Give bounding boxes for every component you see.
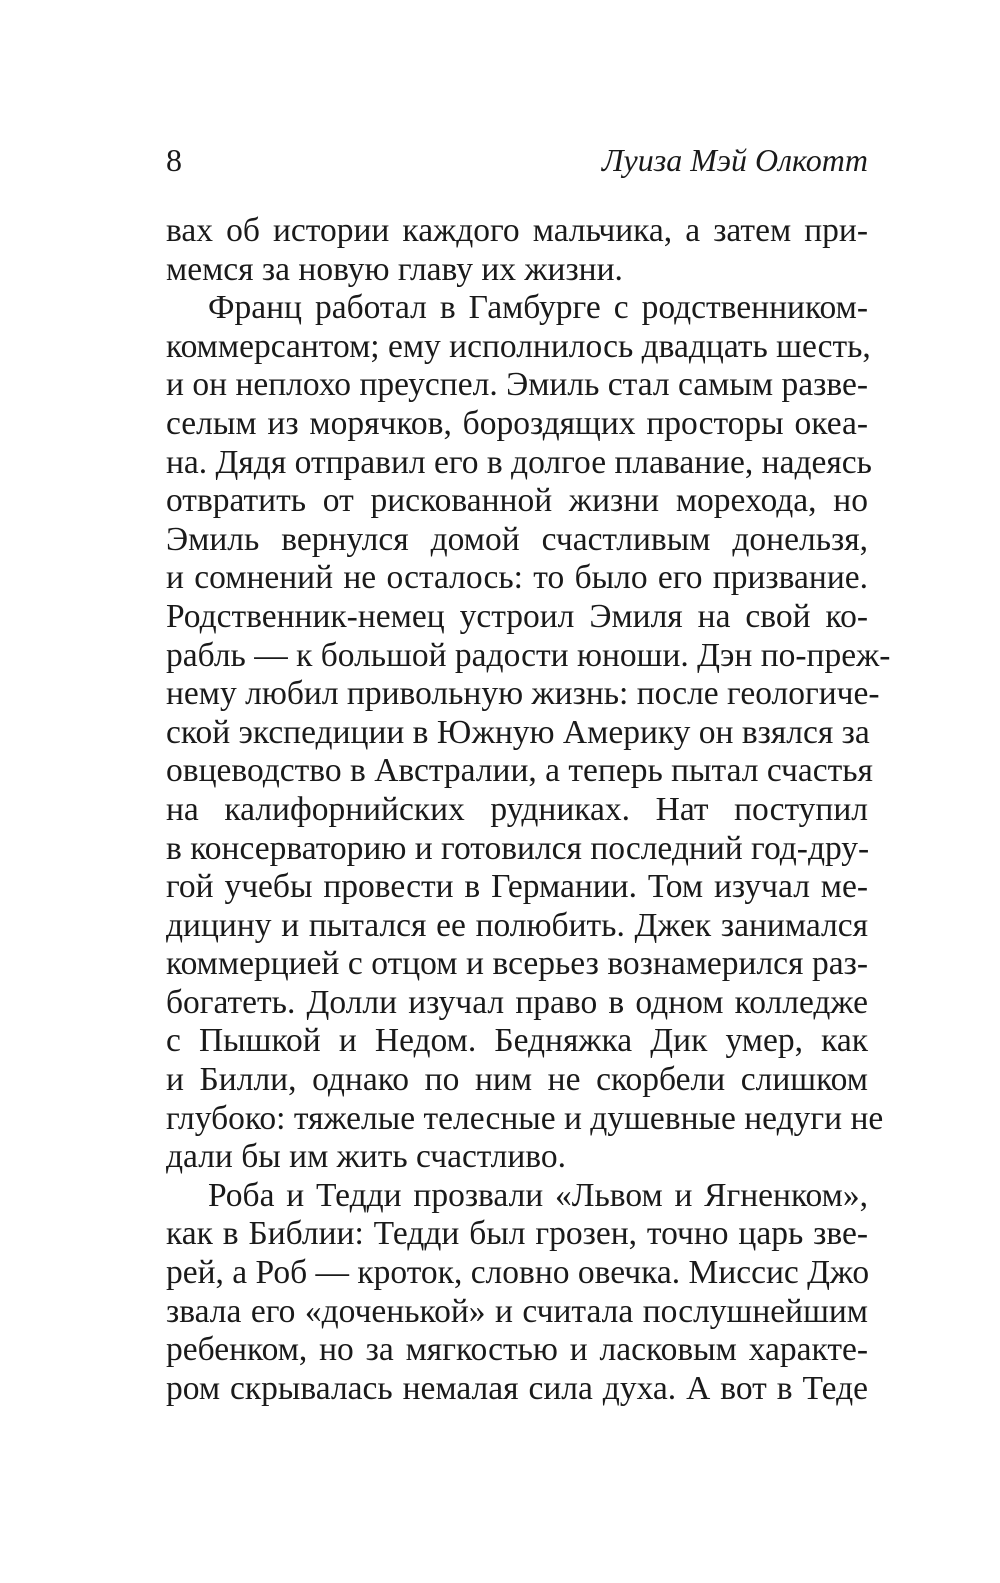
text-line: на. Дядя отправил его в долгое плавание, надеясь — [166, 443, 872, 481]
paragraph — [166, 212, 868, 289]
text-line: как в Библии: Тедди был грозен, точно царь зве- — [166, 1215, 868, 1253]
text-line: рей, а Роб — кроток, словно овечка. Миссис Джо — [166, 1254, 870, 1292]
paragraph — [166, 289, 891, 1177]
text-line: нему любил привольную жизнь: после геологиче- — [166, 675, 880, 713]
text-line: Франц работал в Гамбурге с родственником- — [208, 289, 868, 327]
text-line: ром скрывалась немалая сила духа. А вот в Теде — [166, 1369, 868, 1407]
paragraph — [166, 1177, 868, 1409]
text-line: коммерцией с отцом и всерьез вознамерился раз- — [166, 945, 868, 983]
text-line: ской экспедиции в Южную Америку он взялся за — [166, 713, 870, 751]
text-line: Роба и Тедди прозвали «Львом и Ягненком», — [208, 1176, 868, 1214]
text-line: коммерсантом; ему исполнилось двадцать шесть, — [166, 327, 871, 365]
text-line: и он неплохо преуспел. Эмиль стал самым разве- — [166, 366, 868, 404]
text-line: в консерваторию и готовился последний год-дру- — [166, 829, 870, 867]
text-line: вах об истории каждого мальчика, а затем при- — [166, 212, 868, 249]
text-line: селым из морячков, бороздящих просторы океа- — [166, 404, 868, 442]
text-line: ребенком, но за мягкостью и ласковым характе- — [166, 1331, 868, 1369]
text-line: и Билли, однако по ним не скорбели слишком — [166, 1061, 868, 1099]
text-line: дали бы им жить счастливо. — [166, 1138, 566, 1176]
running-title: Луиза Мэй Олкотт — [601, 142, 868, 178]
text-line: на калифорнийских рудниках. Нат поступил — [166, 790, 868, 828]
text-line: звала его «доченькой» и считала послушнейшим — [166, 1292, 868, 1330]
text-line: глубоко: тяжелые телесные и душевные недуги не — [166, 1099, 884, 1137]
text-line: и сомнений не осталось: то было его призвание. — [166, 559, 868, 597]
text-line: мемся за новую главу их жизни. — [166, 250, 623, 288]
text-line: рабль — к большой радости юноши. Дэн по-преж- — [166, 636, 891, 674]
text-line: Эмиль вернулся домой счастливым донельзя, — [166, 520, 868, 558]
text-line: отвратить от рискованной жизни морехода, но — [166, 482, 868, 520]
running-head — [166, 140, 868, 180]
text-line: дицину и пытался ее полюбить. Джек занимался — [166, 906, 868, 944]
body-text — [166, 212, 891, 1408]
text-line: гой учебы провести в Германии. Том изучал ме- — [166, 868, 868, 906]
text-line: Родственник-немец устроил Эмиля на свой ко- — [166, 597, 868, 635]
text-line: богатеть. Долли изучал право в одном колледже — [166, 983, 868, 1021]
text-line: овцеводство в Австралии, а теперь пытал счастья — [166, 752, 873, 790]
text-line: с Пышкой и Недом. Бедняжка Дик умер, как — [166, 1022, 868, 1060]
page-number: 8 — [166, 142, 182, 178]
